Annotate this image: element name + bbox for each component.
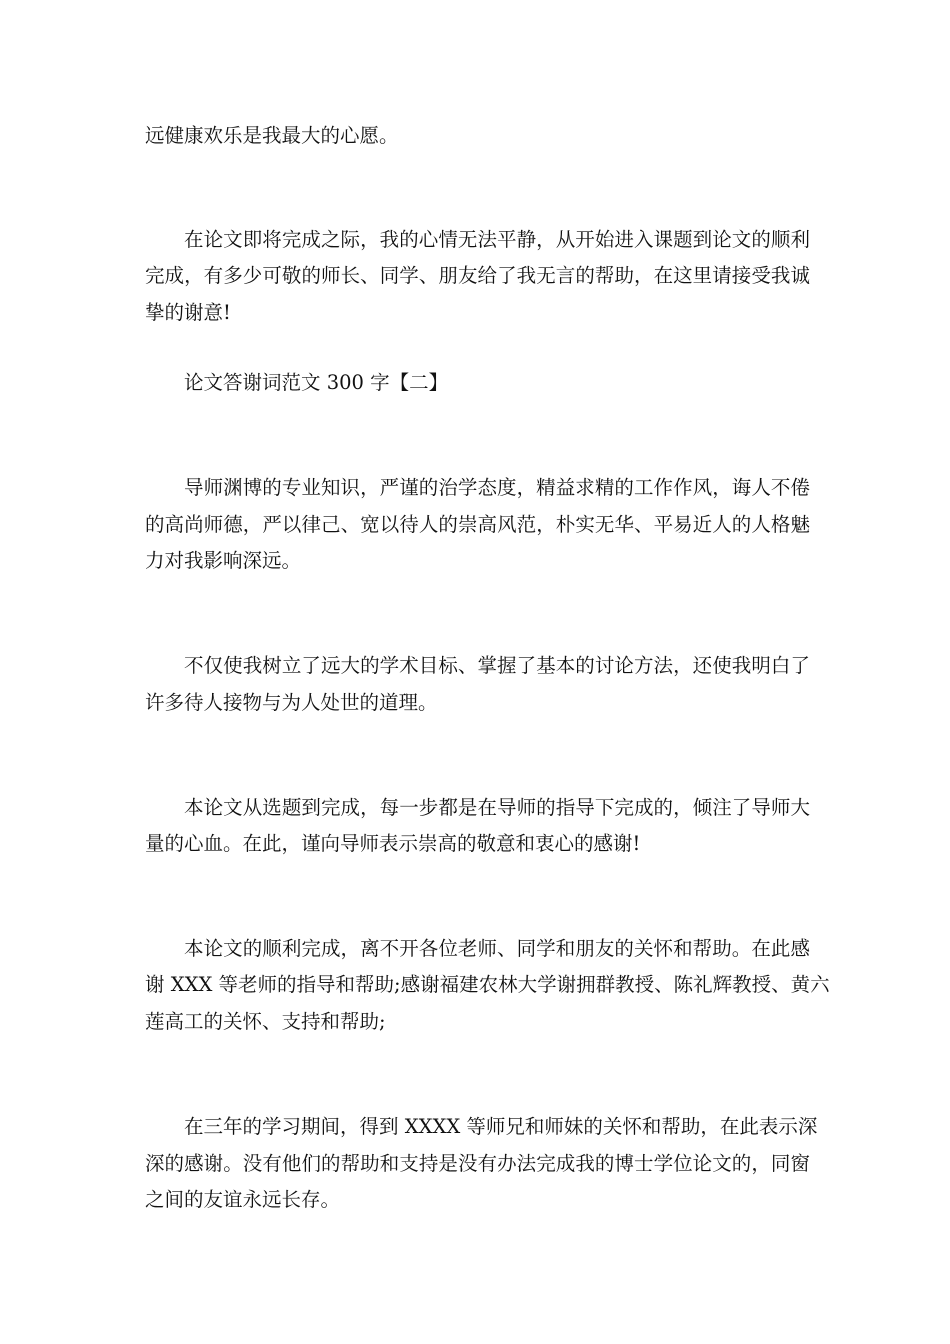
paragraph-line: 完成，有多少可敬的师长、同学、朋友给了我无言的帮助，在这里请接受我诚 — [145, 264, 810, 287]
paragraph-line: 不仅使我树立了远大的学术目标、掌握了基本的讨论方法，还使我明白了 — [184, 654, 810, 677]
paragraph-line: 许多待人接物与为人处世的道理。 — [145, 691, 438, 714]
paragraph-line: 本论文的顺利完成，离不开各位老师、同学和朋友的关怀和帮助。在此感 — [184, 937, 810, 960]
paragraph-line: 力对我影响深远。 — [145, 549, 302, 572]
paragraph-line: 的高尚师德，严以律己、宽以待人的崇高风范，朴实无华、平易近人的人格魅 — [145, 513, 810, 536]
paragraph-line: 在三年的学习期间，得到 XXXX 等师兄和师妹的关怀和帮助，在此表示深 — [184, 1115, 818, 1138]
paragraph-line: 莲高工的关怀、支持和帮助; — [145, 1010, 386, 1033]
paragraph-line: 挚的谢意! — [145, 301, 231, 324]
paragraph-line: 本论文从选题到完成，每一步都是在导师的指导下完成的，倾注了导师大 — [184, 796, 810, 819]
paragraph-line: 深的感谢。没有他们的帮助和支持是没有办法完成我的博士学位论文的，同窗 — [145, 1152, 810, 1175]
paragraph-line: 之间的友谊永远长存。 — [145, 1188, 341, 1211]
paragraph-line: 导师渊博的专业知识，严谨的治学态度，精益求精的工作作风，诲人不倦 — [184, 476, 810, 499]
paragraph-line: 量的心血。在此，谨向导师表示崇高的敬意和衷心的感谢! — [145, 832, 641, 855]
paragraph-line: 在论文即将完成之际，我的心情无法平静，从开始进入课题到论文的顺利 — [184, 228, 810, 251]
section-heading: 论文答谢词范文 300 字【二】 — [184, 371, 449, 394]
paragraph-line: 谢 XXX 等老师的指导和帮助;感谢福建农林大学谢拥群教授、陈礼辉教授、黄六 — [145, 973, 830, 996]
paragraph-line: 远健康欢乐是我最大的心愿。 — [145, 124, 399, 147]
